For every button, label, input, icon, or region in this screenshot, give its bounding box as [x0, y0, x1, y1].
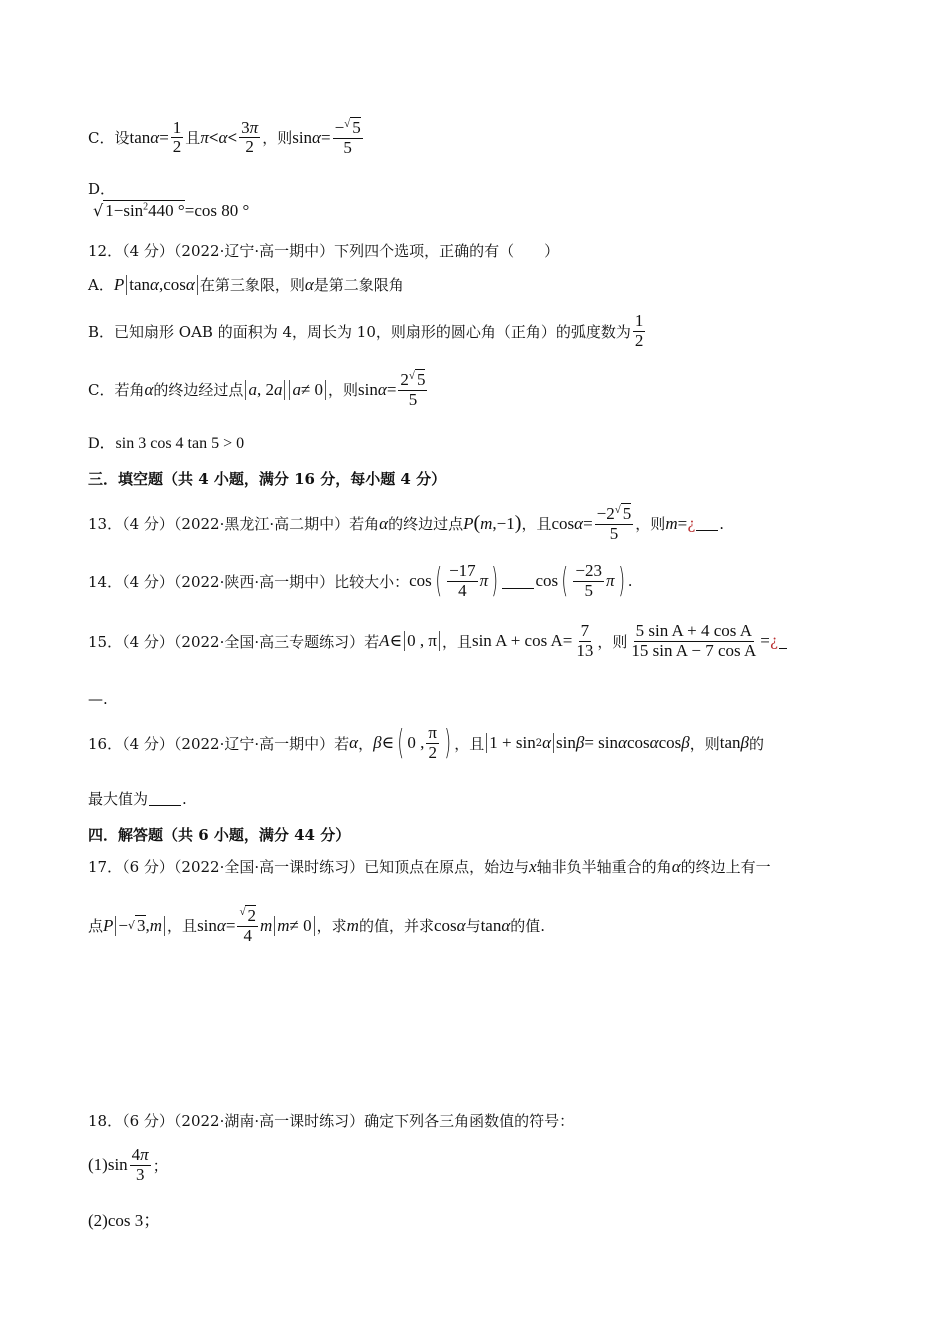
math-op: , 2: [256, 379, 274, 399]
option-text: D．sin 3 cos 4 tan 5 > 0: [88, 435, 245, 452]
section-4-heading: [88, 824, 350, 845]
text: 的终边经过点: [153, 381, 244, 400]
paren-right: [325, 380, 326, 400]
paren-right: [164, 916, 165, 936]
math-func: cos: [535, 571, 559, 591]
question-stem: 12．（4 分）（2022·辽宁·高一期中）下列四个选项，正确的有（ ）: [88, 242, 560, 260]
q12-stem: [88, 240, 559, 261]
math-func: tan: [480, 915, 502, 935]
text: 点: [88, 917, 104, 936]
minus: −: [334, 118, 345, 137]
math-var: α: [312, 127, 321, 147]
numerator: 4: [131, 1145, 141, 1164]
answer-blank[interactable]: [502, 574, 534, 589]
math-expr: = sin: [584, 733, 619, 753]
paren-left: [115, 916, 116, 936]
math-func: cos: [626, 733, 650, 753]
coefficient: −2: [596, 504, 615, 523]
fraction: [574, 622, 595, 660]
math-var: m: [480, 513, 493, 533]
denominator: 5: [408, 389, 418, 409]
text: ，: [358, 734, 374, 753]
fraction: [573, 562, 604, 600]
paren-right: [197, 275, 198, 295]
denominator: 4: [243, 925, 252, 945]
text: 的值.: [510, 917, 546, 936]
fraction: [333, 118, 363, 157]
q11-option-d: [88, 180, 250, 221]
math-func: cos: [433, 915, 457, 935]
math-expr: sin A + cos A: [471, 631, 563, 651]
q12-option-b: [88, 312, 647, 350]
math-var: A: [379, 631, 390, 651]
math-var: α: [349, 733, 359, 753]
math-var: β: [373, 733, 382, 753]
math-var: α: [574, 513, 584, 533]
math-func: sin: [292, 127, 313, 147]
radicand: 5: [622, 504, 632, 523]
numerator: −23: [575, 561, 602, 580]
math-var: m: [149, 915, 163, 935]
math-func: tan: [719, 733, 741, 753]
denominator: 5: [584, 580, 593, 600]
radical-icon: √: [614, 504, 621, 516]
text: ，则: [597, 632, 628, 651]
math-var: π: [479, 571, 489, 591]
math-op: <: [208, 127, 219, 147]
text: 的终边上有一: [680, 858, 771, 876]
answer-blank[interactable]: [149, 791, 181, 806]
fraction: [237, 906, 258, 945]
math-op: =: [562, 631, 573, 651]
math-var: P: [463, 513, 474, 533]
text: ，则: [328, 381, 359, 400]
fraction: [629, 622, 758, 660]
fraction: [633, 312, 646, 350]
math-op: ∈: [389, 631, 403, 651]
paren-left: (: [397, 723, 405, 764]
numerator: 1: [172, 117, 182, 137]
denominator: 5: [343, 137, 352, 157]
placeholder-glyph: ¿: [687, 514, 696, 533]
paren-right: [314, 916, 315, 936]
math-func: cos: [409, 571, 432, 591]
radicand: [103, 200, 185, 221]
math-op: ∈: [381, 733, 395, 753]
math-op: ≠ 0: [300, 379, 324, 399]
math-var: α: [304, 274, 314, 294]
math-op: =: [677, 513, 688, 533]
q12-option-c: [88, 370, 429, 409]
text: ，且: [167, 917, 198, 936]
math-var: m: [277, 915, 290, 935]
math-func: cos: [658, 733, 682, 753]
q17: [88, 856, 771, 877]
numerator: 1: [634, 311, 644, 330]
paren-left: [126, 275, 127, 295]
placeholder-glyph: ¿: [769, 632, 778, 651]
numerator: π: [428, 723, 437, 742]
math-expr: 440 °: [148, 201, 185, 220]
option-text: B．已知扇形 OAB 的面积为 4，周长为 10，则扇形的圆心角（正角）的弧度数为: [88, 322, 631, 341]
math-var: m: [259, 915, 273, 935]
math-expr: 1 + sin: [489, 733, 536, 753]
text: 是第二象限角: [313, 276, 404, 294]
q16-line2: [88, 788, 187, 809]
paren-right: ): [617, 561, 625, 602]
math-var: β: [681, 733, 690, 753]
math-var: α: [150, 127, 160, 147]
fraction: [239, 119, 260, 157]
question-stem: 13．（4 分）（2022·黑龙江·高二期中）若角: [88, 515, 380, 534]
text: ，且: [521, 515, 552, 534]
math-func: sin: [197, 915, 217, 935]
option-label: C．设: [88, 129, 130, 148]
q14: [88, 562, 633, 600]
fraction: [398, 370, 427, 409]
denominator: 4: [458, 580, 467, 600]
question-stem: 18．（6 分）（2022·湖南·高一课时练习）确定下列各三角函数值的符号：: [88, 1112, 575, 1130]
text: 的: [748, 734, 764, 753]
fraction: [447, 562, 478, 600]
denominator: 3: [135, 1164, 145, 1184]
text: ，则: [635, 515, 666, 534]
numerator: 5 sin A + 4 cos A: [635, 621, 752, 640]
paren-right: [439, 631, 440, 651]
math-expr: 0 , π: [407, 631, 437, 651]
math-var: π: [249, 117, 259, 137]
math-var: π: [200, 127, 209, 147]
denominator: 2: [634, 330, 644, 350]
math-op: =: [760, 631, 770, 651]
q18-part-2: [88, 1206, 160, 1231]
radical-icon: √: [344, 118, 351, 130]
paren-right: [553, 733, 554, 753]
option-label: A．: [88, 276, 114, 294]
section-title: 四．解答题（共 6 小题，满分 44 分）: [88, 826, 351, 844]
text: .: [719, 514, 725, 533]
denominator: 2: [428, 742, 437, 762]
denominator: 2: [172, 137, 182, 157]
radicand: 5: [416, 370, 426, 389]
superscript: 2: [143, 201, 149, 213]
math-func: sin: [358, 379, 378, 399]
q18: [88, 1110, 574, 1131]
math-func: sin: [556, 733, 576, 753]
math-op: =: [583, 513, 593, 533]
q11-option-c: [88, 118, 365, 157]
text: 轴非负半轴重合的角: [536, 858, 672, 876]
fraction: [171, 119, 184, 157]
q16: [88, 724, 764, 762]
answer-blank[interactable]: [779, 634, 787, 649]
option-label: D．: [88, 180, 116, 198]
paren-left: [289, 380, 290, 400]
option-label: C．若角: [88, 381, 145, 400]
math-expr: (1)sin: [88, 1155, 128, 1175]
q12-option-a: [88, 274, 404, 295]
text: 最大值为: [88, 790, 149, 808]
math-var: α: [379, 513, 389, 533]
math-var: α: [456, 915, 466, 935]
superscript: 2: [535, 737, 543, 749]
math-var: α: [185, 274, 195, 294]
paren-left: [274, 916, 275, 936]
fraction: [130, 1146, 151, 1184]
math-var: m: [665, 513, 678, 533]
paren-left: [486, 733, 487, 753]
question-stem: 16．（4 分）（2022·辽宁·高一期中）若: [88, 734, 350, 753]
paren-left: (: [473, 512, 481, 535]
math-op: =: [386, 379, 397, 399]
q13: [88, 504, 724, 543]
radical-icon: √: [408, 370, 415, 382]
math-op: −: [118, 915, 128, 935]
math-func: cos: [551, 513, 575, 533]
numerator: 7: [580, 621, 590, 640]
text: ，且: [454, 734, 485, 753]
text: .: [182, 789, 187, 808]
text: .: [627, 572, 633, 591]
text: —.: [88, 690, 108, 708]
math-var: π: [140, 1145, 149, 1164]
math-func: cos: [163, 274, 186, 294]
math-var: π: [605, 571, 615, 591]
math-op: ≠ 0: [289, 915, 312, 935]
text: 的值，并求: [358, 917, 434, 936]
fraction: [595, 504, 634, 543]
math-var: α: [218, 127, 228, 147]
text: 与: [465, 917, 481, 936]
text: 且: [185, 129, 201, 148]
coefficient: 2: [400, 370, 409, 389]
math-var: a: [273, 379, 283, 399]
math-var: α: [671, 856, 681, 876]
math-expr: ,−1: [492, 513, 515, 533]
paren-left: [404, 631, 405, 651]
answer-blank[interactable]: [696, 516, 718, 531]
section-title: 三．填空题（共 4 小题，满分 16 分，每小题 4 分）: [88, 470, 447, 488]
paren-left: (: [561, 561, 569, 602]
math-op: =: [159, 127, 169, 147]
numerator: 3: [241, 117, 250, 137]
math-var: a: [292, 379, 301, 399]
math-expr: 1−sin: [105, 201, 144, 220]
math-var: β: [740, 733, 749, 753]
math-var: α: [649, 733, 659, 753]
paren-left: [245, 380, 246, 400]
q18-part-1: [88, 1146, 168, 1184]
math-func: tan: [129, 274, 151, 294]
math-var: α: [501, 915, 511, 935]
radical-icon: √: [239, 906, 246, 918]
question-stem: 17．（6 分）（2022·全国·高一课时练习）已知顶点在原点，始边与: [88, 858, 530, 876]
math-var: x: [529, 856, 537, 876]
denominator: 2: [245, 137, 254, 157]
paren-right: [284, 380, 285, 400]
text: ，且: [441, 632, 472, 651]
text: ；: [152, 1156, 168, 1175]
text: ，求: [316, 917, 347, 936]
radical-icon: √: [128, 919, 136, 933]
denominator: 15 sin A − 7 cos A: [631, 640, 757, 660]
text: 的终边过点: [388, 515, 464, 534]
math-var: α: [542, 733, 552, 753]
math-expr: =cos 80 °: [184, 200, 250, 220]
denominator: 5: [609, 523, 619, 543]
math-var: α: [150, 274, 159, 294]
question-stem: 14．（4 分）（2022·陕西·高一期中）比较大小：: [88, 572, 410, 591]
math-var: α: [216, 915, 226, 935]
paren-left: (: [435, 561, 442, 602]
math-op: <: [227, 127, 238, 147]
paren-right: ): [444, 723, 451, 764]
text: 在第三象限，则: [199, 276, 305, 294]
math-var: β: [575, 733, 585, 753]
section-3-heading: [88, 468, 446, 489]
q15: [88, 622, 788, 660]
q15-continuation: [88, 690, 108, 708]
text: ，则: [689, 734, 720, 753]
math-func: tan: [129, 127, 151, 147]
paren-right: ): [491, 561, 499, 602]
question-stem: 15．（4 分）（2022·全国·高三专题练习）若: [88, 632, 380, 651]
fraction: [426, 724, 439, 762]
radicand: 5: [352, 118, 361, 137]
q17-line2: [88, 906, 545, 945]
math-var: α: [618, 733, 627, 753]
math-op: =: [320, 127, 331, 147]
math-var: P: [113, 274, 125, 294]
q12-option-d: [88, 430, 244, 453]
math-expr: 0 ,: [407, 733, 425, 753]
radical-icon: √: [93, 201, 104, 220]
text: ，则: [262, 129, 293, 148]
math-var: m: [346, 915, 359, 935]
denominator: 13: [576, 640, 594, 660]
radicand: 2: [247, 906, 256, 925]
math-op: ,: [145, 915, 150, 935]
math-var: a: [248, 379, 257, 399]
math-op: ,: [158, 274, 164, 294]
math-var: α: [144, 379, 154, 399]
radicand: 3: [137, 916, 146, 936]
paren-right: ): [514, 512, 522, 535]
math-var: α: [377, 379, 387, 399]
numerator: −17: [449, 561, 476, 580]
math-op: =: [225, 915, 236, 935]
math-var: P: [103, 915, 114, 935]
math-expr: (2)cos 3；: [88, 1211, 161, 1230]
